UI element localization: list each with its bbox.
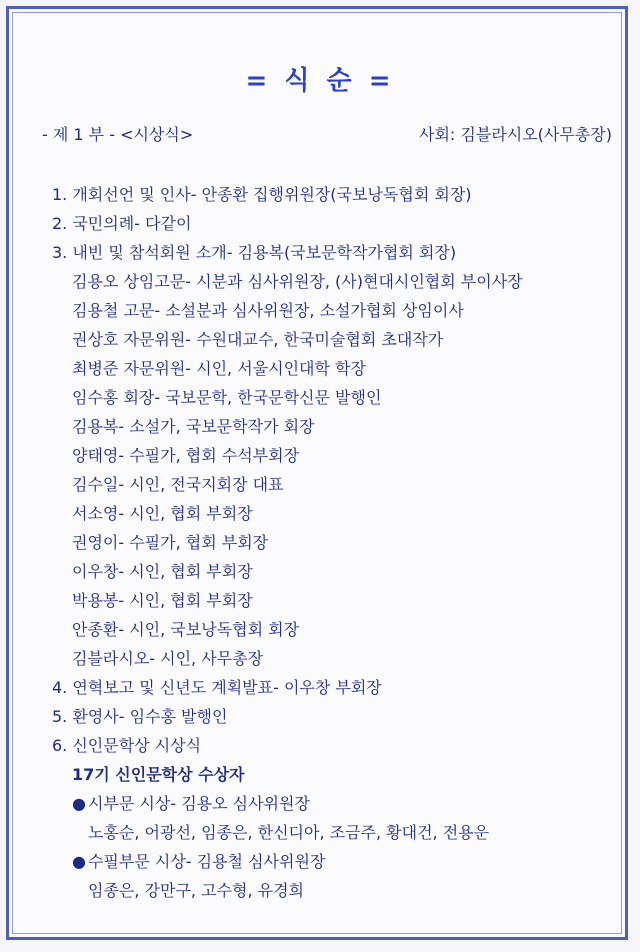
guest-line: 서소영- 시인, 협회 부회장 [72,504,253,523]
guest-line: 김용철 고문- 소설분과 심사위원장, 소설가협회 상임이사 [72,301,464,320]
program-item-4: 4. 연혁보고 및 신년도 계획발표- 이우창 부회장 [52,678,382,697]
host-label: 사회: 김블라시오(사무총장) [419,125,612,144]
guest-line: 김용오 상임고문- 시분과 심사위원장, (사)현대시인협회 부이사장 [72,272,523,291]
guest-line: 양태영- 수필가, 협회 수석부회장 [72,446,300,465]
program-item-1: 1. 개회선언 및 인사- 안종환 집행위원장(국보낭독협회 회장) [52,185,472,204]
program-item-6: 6. 신인문학상 시상식 [52,736,202,755]
essay-winners: 임종은, 강만구, 고수형, 유경희 [88,881,304,900]
program-item-5: 5. 환영사- 임수홍 발행인 [52,707,228,726]
part-heading: - 제 1 부 - <시상식> [42,125,194,144]
guest-line: 권영이- 수필가, 협회 부회장 [72,533,269,552]
guest-line: 김용복- 소설가, 국보문학작가 회장 [72,417,315,436]
award-heading: 17기 신인문학상 수상자 [72,765,245,784]
guest-line: 안종환- 시인, 국보낭독협회 회장 [72,620,300,639]
guest-line: 박용봉- 시인, 협회 부회장 [72,591,253,610]
guest-line: 최병준 자문위원- 시인, 서울시인대학 학장 [72,359,366,378]
guest-line: 김수일- 시인, 전국지회장 대표 [72,475,284,494]
essay-award-label: ● 수필부문 시상- 김용철 심사위원장 [72,849,325,872]
poetry-award-label: ● 시부문 시상- 김용오 심사위원장 [72,791,310,814]
guest-line: 이우창- 시인, 협회 부회장 [72,562,253,581]
program-item-2: 2. 국민의례- 다같이 [52,214,192,233]
guest-line: 김블라시오- 시인, 사무총장 [72,649,264,668]
guest-line: 권상호 자문위원- 수원대교수, 한국미술협회 초대작가 [72,330,444,349]
poetry-winners: 노홍순, 어광선, 임종은, 한신디아, 조금주, 황대건, 전용운 [88,823,490,842]
program-item-3: 3. 내빈 및 참석회원 소개- 김용복(국보문학작가협회 회장) [52,243,457,262]
page-title: = 식 순 = [245,66,395,96]
guest-line: 임수홍 회장- 국보문학, 한국문학신문 발행인 [72,388,382,407]
